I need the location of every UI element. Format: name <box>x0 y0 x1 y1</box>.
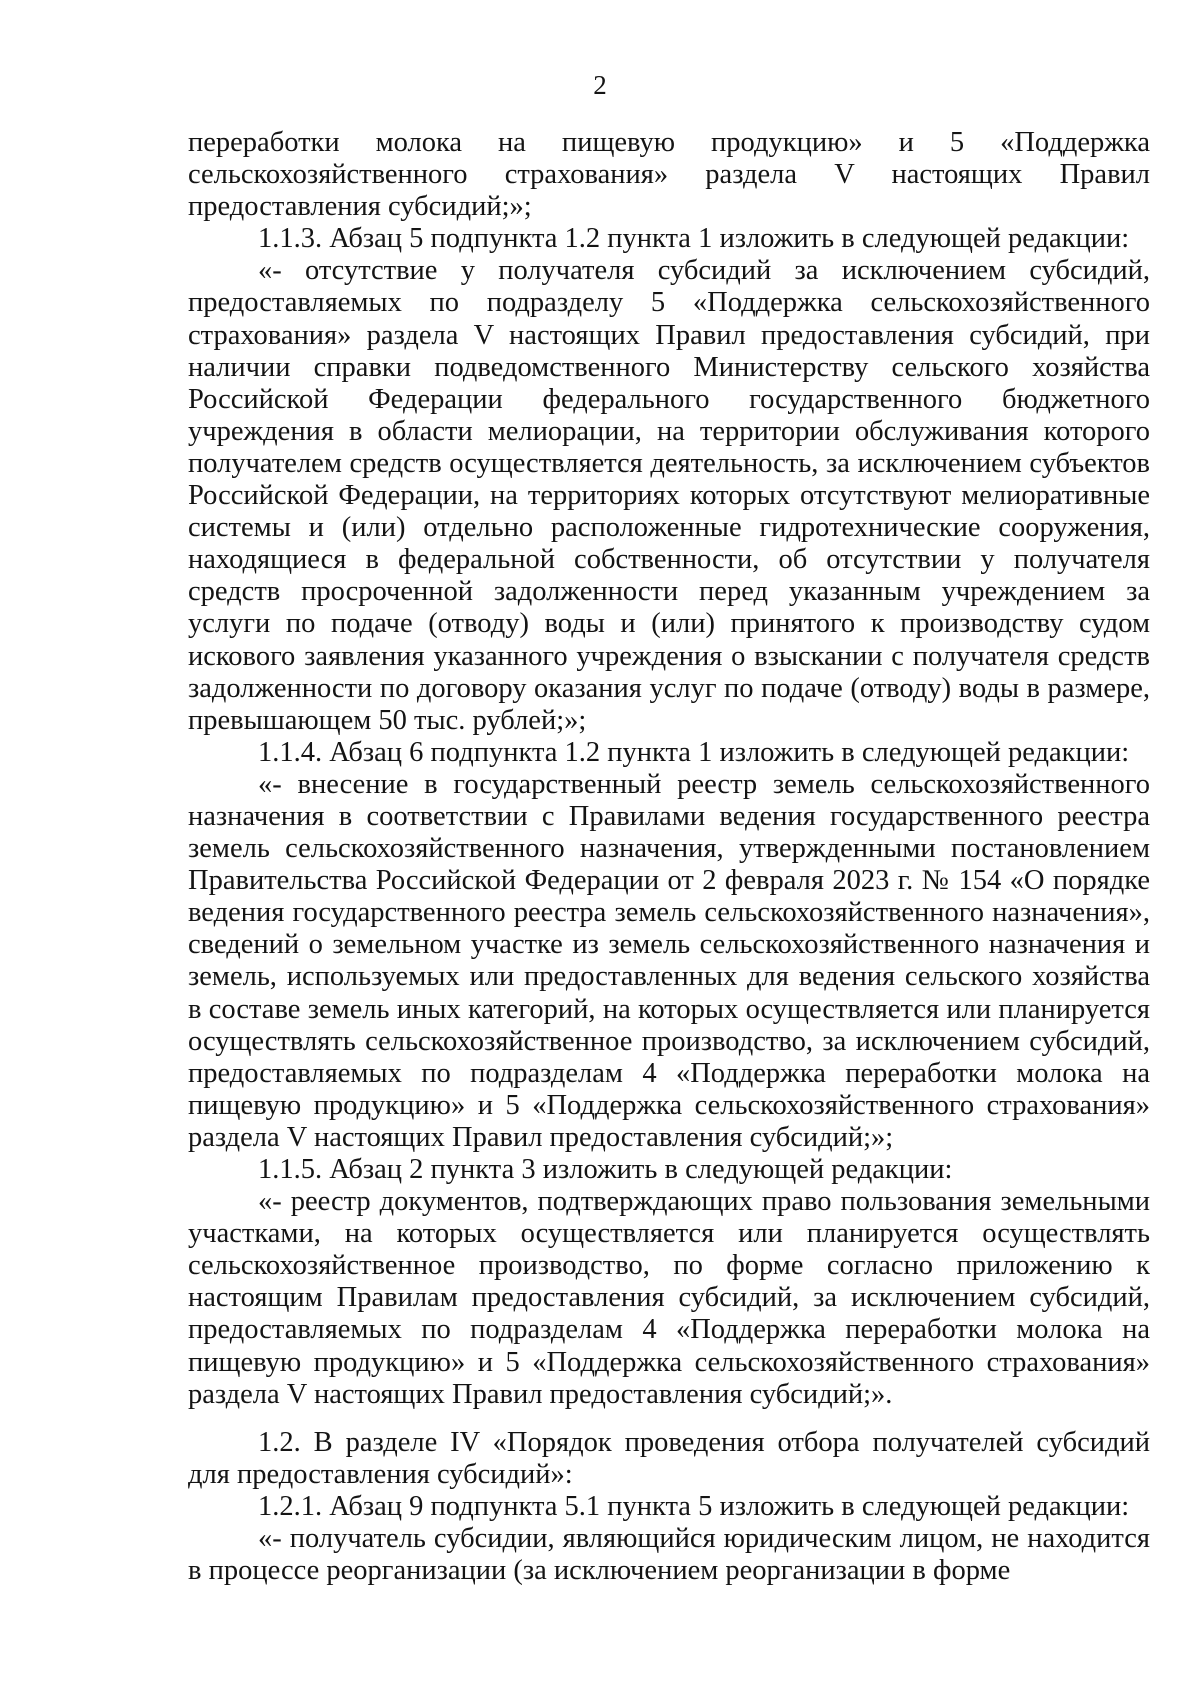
paragraph-1-2-1-heading: 1.2.1. Абзац 9 подпункта 5.1 пункта 5 изложить в следующей редакции: <box>258 1490 1130 1522</box>
paragraph-1-1-4-text: «- внесение в государственный реестр земель сельскохозяйственного назначения в соответствии с Правилами ведения государственного реестра земель сельскохозяйственного назначения, утвержденными постановлением Правительства Российской Федерации от 2 февраля 2023 г. № 154 «О порядке ведения государственного реестра земель сельскохозяйственного назначения», сведений о земельном участке из земель сельскохозяйственного назначения и земель, используемых или предоставленных для ведения сельского хозяйства в составе земель иных категорий, на которых осуществляется или планируется осуществлять сельскохозяйственное производство, за исключением субсидий, предоставляемых по подразделам 4 «Поддержка переработки молока на пищевую продукцию» и 5 «Поддержка сельскохозяйственного страхования» раздела V настоящих Правил предоставления субсидий;»; <box>188 768 1150 1153</box>
paragraph-1-1-3-text: «- отсутствие у получателя субсидий за исключением субсидий, предоставляемых по подразделу 5 «Поддержка сельскохозяйственного страхования» раздела V настоящих Правил предоставления субсидий, при наличии справки подведомственного Министерству сельского хозяйства Российской Федерации федерального государственного бюджетного учреждения в области мелиорации, на территории обслуживания которого получателем средств осуществляется деятельность, за исключением субъектов Российской Федерации, на территориях которых отсутствуют мелиоративные системы и (или) отдельно расположенные гидротехнические сооружения, находящиеся в федеральной собственности, об отсутствии у получателя средств просроченной задолженности перед указанным учреждением за услуги по подаче (отводу) воды и (или) принятого к производству судом искового заявления указанного учреждения о взыскании с получателя средств задолженности по договору оказания услуг по подаче (отводу) воды в размере, превышающем 50 тыс. рублей;»; <box>188 255 1150 736</box>
paragraph-1-1-5-heading: 1.1.5. Абзац 2 пункта 3 изложить в следующей редакции: <box>258 1154 953 1185</box>
paragraph-1-2-heading: 1.2. В разделе IV «Порядок проведения отбора получателей субсидий для предоставления субсидий»: <box>188 1426 1150 1490</box>
paragraph-continuation: переработки молока на пищевую продукцию» и 5 «Поддержка сельскохозяйственного страхования» раздела V настоящих Правил предоставления субсидий;»; <box>188 127 1150 223</box>
paragraph-1-1-3-heading: 1.1.3. Абзац 5 подпункта 1.2 пункта 1 изложить в следующей редакции: <box>258 223 1130 255</box>
document-body <box>188 127 1150 1587</box>
paragraph-1-1-4-heading: 1.1.4. Абзац 6 подпункта 1.2 пункта 1 изложить в следующей редакции: <box>258 736 1130 768</box>
paragraph-1-2-1-text: «- получатель субсидии, являющийся юридическим лицом, не находится в процессе реорганизации (за исключением реорганизации в форме <box>188 1523 1150 1587</box>
page-number: 2 <box>593 70 607 100</box>
paragraph-1-1-5-text: «- реестр документов, подтверждающих право пользования земельными участками, на которых осуществляется или планируется осуществлять сельскохозяйственное производство, по форме согласно приложению к настоящим Правилам предоставления субсидий, за исключением субсидий, предоставляемых по подразделам 4 «Поддержка переработки молока на пищевую продукцию» и 5 «Поддержка сельскохозяйственного страхования» раздела V настоящих Правил предоставления субсидий;». <box>188 1186 1150 1410</box>
